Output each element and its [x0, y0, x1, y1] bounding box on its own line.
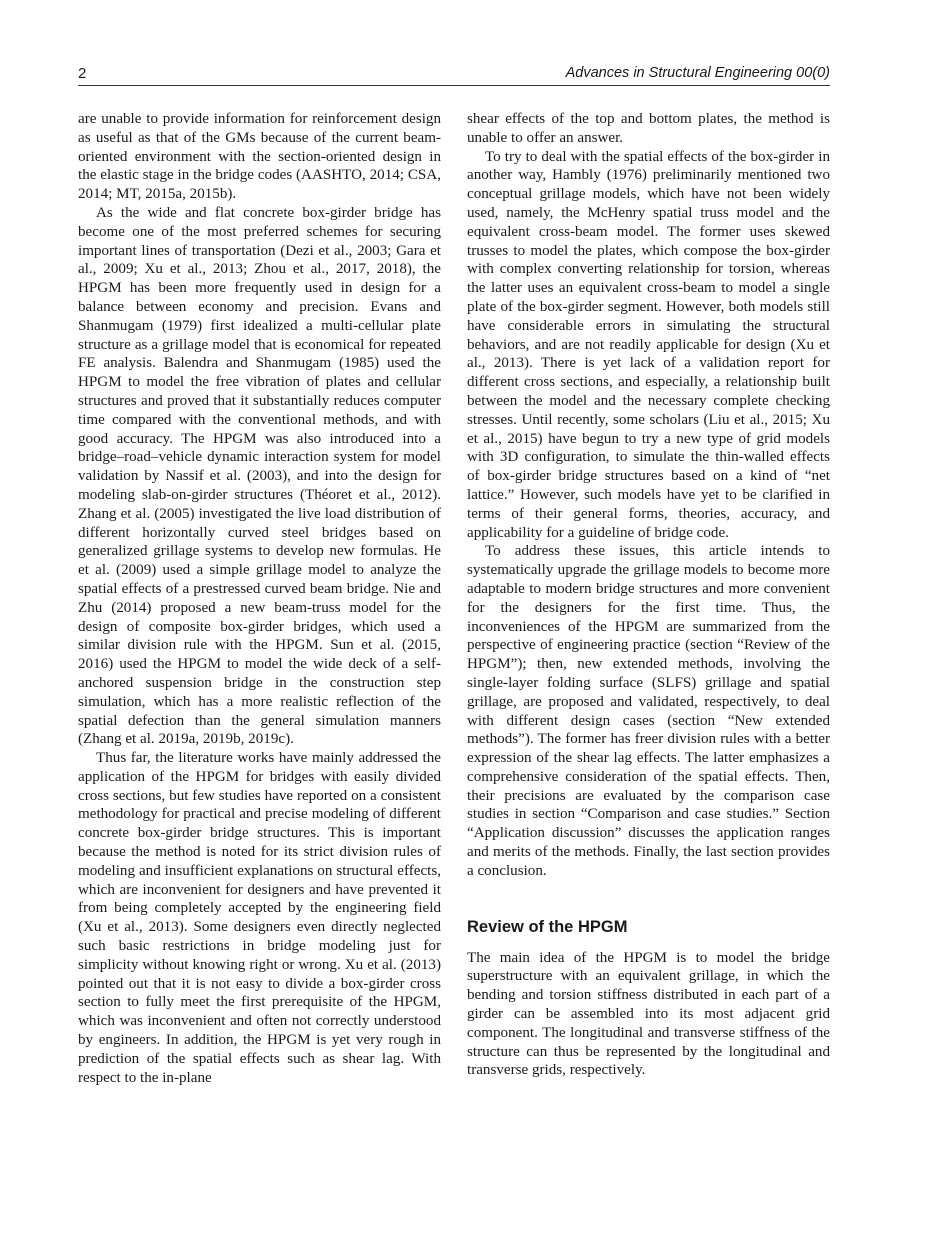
- paragraph: shear effects of the top and bottom plates, the method is unable to offer an answer.: [467, 111, 830, 146]
- journal-title: Advances in Structural Engineering 00(0): [565, 65, 830, 81]
- header-rule: [78, 85, 830, 86]
- page-header: [78, 62, 830, 86]
- paragraph: Thus far, the literature works have mainly addressed the application of the HPGM for bridges with easily divided cross sections, but few studies have reported on a consistent methodology for practical and precise modeling of different concrete box-girder bridge structures. This is important because the method is noted for its strict division rules of modeling and insufficient explanations on structural effects, which are inconvenient for designers and have prevented it from being completely accepted by the engineering field (Xu et al., 2013). Some designers even directly neglected such basic restrictions in bridge modeling just for simplicity without knowing right or wrong. Xu et al. (2013) pointed out that it is not easy to divide a box-girder cross section to fully meet the first prerequisite of the HPGM, which was inconvenient and often not correctly understood by engineers. In addition, the HPGM is yet very rough in prediction of the spatial effects such as shear lag. With respect to the in-plane: [78, 750, 441, 1086]
- paragraph: As the wide and flat concrete box-girder bridge has become one of the most preferred schemes for securing important lines of transportation (Dezi et al., 2003; Gara et al., 2009; Xu et al., 2013; Zhou et al., 2017, 2018), the HPGM has been more frequently used in design for a balance between economy and precision. Evans and Shanmugam (1979) first idealized a multi-cellular plate structure as a grillage model that is economical for repeated FE analysis. Balendra and Shanmugam (1985) used the HPGM to model the free vibration of plates and cellular structures and proved that it substantially reduces computer time compared with the conventional methods, and with good accuracy. The HPGM was also introduced into a bridge–road–vehicle dynamic interaction system for model validation by Nassif et al. (2003), and into the design for modeling slab-on-girder structures (Théoret et al., 2012). Zhang et al. (2005) investigated the live load distribution of different horizontally curved steel bridges based on generalized grillage systems to develop new formulas. He et al. (2009) used a simple grillage model to analyze the spatial effects of a prestressed curved beam bridge. Nie and Zhu (2014) proposed a new beam-truss model for the design of composite box-girder bridges, which used a similar division rule with the HPGM. Sun et al. (2015, 2016) used the HPGM to model the wide deck of a self-anchored suspension bridge in the construction step simulation, which has a more realistic reflection of the spatial defection than the general simulation manners (Zhang et al. 2019a, 2019b, 2019c).: [78, 204, 441, 748]
- page-number: 2: [78, 65, 87, 82]
- paragraph: are unable to provide information for reinforcement design as useful as that of the GMs because of the current beam-oriented environment with the section-oriented design in the elastic stage in the bridge codes (AASHTO, 2014; CSA, 2014; MT, 2015a, 2015b).: [78, 111, 441, 203]
- left-column: [78, 110, 441, 1087]
- paragraph: The main idea of the HPGM is to model the bridge superstructure with an equivalent grillage, in which the bending and torsion stiffness distributed in each part of a girder can be assembled into its most adjacent grid component. The longitudinal and transverse stiffness of the structure can thus be represented by the longitudinal and transverse grids, respectively.: [467, 949, 830, 1079]
- paragraph: To try to deal with the spatial effects of the box-girder in another way, Hambly (1976) preliminarily mentioned two conceptual grillage models, which have not been widely used, namely, the McHenry spatial truss model and the equivalent cross-beam model. The former uses skewed trusses to model the plates, which compose the box-girder with complex converting relationship for torsion, whereas the latter uses an equivalent cross-beam to model a single plate of the box-girder segment. However, both models still have considerable errors in simulating the structural behaviors, and are not readily applicable for design (Xu et al., 2013). There is yet lack of a validation report for different cross sections, and especially, a relationship built between the model and the necessary complete checking stresses. Until recently, some scholars (Liu et al., 2015; Xu et al., 2015) have begun to try a new type of grid models with 3D configuration, to simulate the thin-walled effects of box-girder bridge structures based on a kind of “net lattice.” However, such models have yet to be clarified in terms of their general forms, theories, accuracy, and applicability for a guideline of bridge code.: [467, 148, 830, 541]
- right-column: [467, 110, 830, 1080]
- section-heading: Review of the HPGM: [467, 917, 628, 936]
- paragraph: To address these issues, this article intends to systematically upgrade the grillage models to become more adaptable to modern bridge structures and more convenient for the designers for the first time. Thus, the inconveniences of the HPGM are summarized from the perspective of engineering practice (section “Review of the HPGM”); then, new extended methods, involving the single-layer folding surface (SLFS) grillage and spatial grillage, are proposed and validated, respectively, to deal with different design cases (section “New extended methods”). The former has freer division rules with a better expression of the shear lag effects. The latter emphasizes a comprehensive consideration of the spatial effects. Then, their precisions are evaluated by the comparison case studies in section “Comparison and case studies.” Section “Application discussion” discusses the application ranges and merits of the methods. Finally, the last section provides a conclusion.: [467, 543, 830, 879]
